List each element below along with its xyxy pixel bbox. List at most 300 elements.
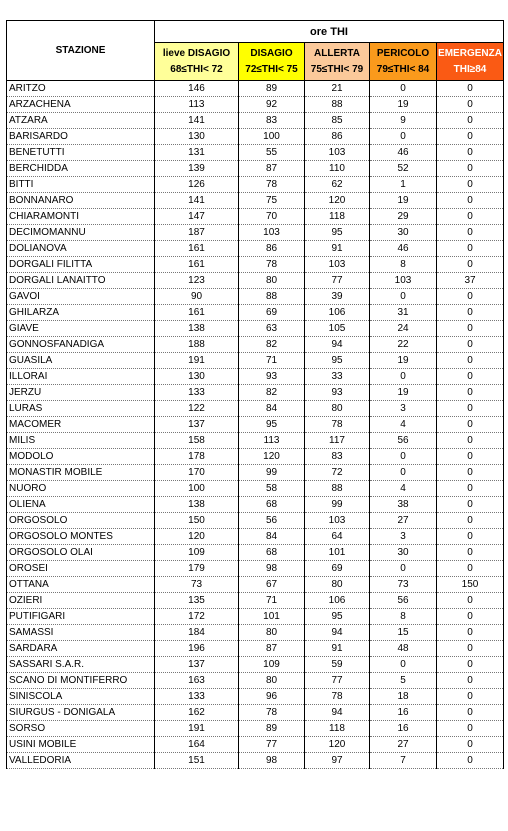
value-cell: 73: [370, 577, 437, 593]
value-cell: 0: [437, 753, 504, 769]
col-header-emergenza: EMERGENZA THI≥84: [437, 43, 504, 81]
value-cell: 103: [370, 273, 437, 289]
value-cell: 0: [437, 209, 504, 225]
value-cell: 187: [155, 225, 239, 241]
value-cell: 56: [239, 513, 305, 529]
value-cell: 0: [437, 97, 504, 113]
value-cell: 163: [155, 673, 239, 689]
station-name-cell: DORGALI FILITTA: [7, 257, 155, 273]
station-name-cell: SORSO: [7, 721, 155, 737]
value-cell: 24: [370, 321, 437, 337]
value-cell: 64: [305, 529, 370, 545]
value-cell: 110: [305, 161, 370, 177]
value-cell: 83: [239, 113, 305, 129]
value-cell: 87: [239, 161, 305, 177]
table-row: [7, 305, 504, 321]
value-cell: 3: [370, 401, 437, 417]
value-cell: 147: [155, 209, 239, 225]
value-cell: 0: [437, 417, 504, 433]
table-row: [7, 545, 504, 561]
value-cell: 109: [239, 657, 305, 673]
value-cell: 29: [370, 209, 437, 225]
value-cell: 95: [305, 225, 370, 241]
value-cell: 69: [305, 561, 370, 577]
station-name-cell: VALLEDORIA: [7, 753, 155, 769]
station-name-cell: BITTI: [7, 177, 155, 193]
value-cell: 84: [239, 401, 305, 417]
value-cell: 0: [437, 513, 504, 529]
value-cell: 63: [239, 321, 305, 337]
table-row: [7, 193, 504, 209]
value-cell: 88: [305, 481, 370, 497]
value-cell: 113: [239, 433, 305, 449]
value-cell: 120: [305, 193, 370, 209]
value-cell: 100: [155, 481, 239, 497]
station-name-cell: BENETUTTI: [7, 145, 155, 161]
value-cell: 88: [239, 289, 305, 305]
value-cell: 31: [370, 305, 437, 321]
value-cell: 71: [239, 353, 305, 369]
value-cell: 0: [437, 561, 504, 577]
table-row: [7, 273, 504, 289]
value-cell: 0: [437, 529, 504, 545]
value-cell: 0: [437, 545, 504, 561]
value-cell: 0: [437, 497, 504, 513]
value-cell: 0: [437, 353, 504, 369]
value-cell: 90: [155, 289, 239, 305]
value-cell: 126: [155, 177, 239, 193]
table-row: [7, 145, 504, 161]
value-cell: 1: [370, 177, 437, 193]
value-cell: 123: [155, 273, 239, 289]
value-cell: 94: [305, 337, 370, 353]
station-name-cell: BONNANARO: [7, 193, 155, 209]
value-cell: 130: [155, 129, 239, 145]
value-cell: 99: [239, 465, 305, 481]
table-row: [7, 577, 504, 593]
value-cell: 4: [370, 481, 437, 497]
station-name-cell: ARITZO: [7, 81, 155, 97]
table-row: [7, 353, 504, 369]
station-name-cell: MILIS: [7, 433, 155, 449]
table-row: [7, 417, 504, 433]
station-name-cell: ORGOSOLO MONTES: [7, 529, 155, 545]
value-cell: 0: [370, 465, 437, 481]
value-cell: 99: [305, 497, 370, 513]
value-cell: 93: [239, 369, 305, 385]
value-cell: 70: [239, 209, 305, 225]
value-cell: 86: [305, 129, 370, 145]
col-header-allerta: ALLERTA 75≤THI< 79: [305, 43, 370, 81]
table-row: [7, 465, 504, 481]
table-row: [7, 161, 504, 177]
value-cell: 78: [305, 689, 370, 705]
table-row: [7, 481, 504, 497]
value-cell: 7: [370, 753, 437, 769]
value-cell: 5: [370, 673, 437, 689]
value-cell: 0: [437, 481, 504, 497]
value-cell: 101: [239, 609, 305, 625]
value-cell: 19: [370, 353, 437, 369]
station-name-cell: DORGALI LANAITTO: [7, 273, 155, 289]
value-cell: 0: [437, 321, 504, 337]
value-cell: 0: [437, 225, 504, 241]
table-row: [7, 385, 504, 401]
value-cell: 85: [305, 113, 370, 129]
value-cell: 46: [370, 145, 437, 161]
value-cell: 120: [305, 737, 370, 753]
value-cell: 162: [155, 705, 239, 721]
station-name-cell: DOLIANOVA: [7, 241, 155, 257]
station-name-cell: NUORO: [7, 481, 155, 497]
value-cell: 89: [239, 81, 305, 97]
value-cell: 117: [305, 433, 370, 449]
value-cell: 150: [437, 577, 504, 593]
table-row: [7, 641, 504, 657]
table-row: [7, 433, 504, 449]
value-cell: 19: [370, 193, 437, 209]
table-row: [7, 225, 504, 241]
value-cell: 89: [239, 721, 305, 737]
value-cell: 92: [239, 97, 305, 113]
value-cell: 106: [305, 305, 370, 321]
value-cell: 0: [437, 161, 504, 177]
col-header-disagio: DISAGIO 72≤THI< 75: [239, 43, 305, 81]
table-row: [7, 257, 504, 273]
value-cell: 67: [239, 577, 305, 593]
value-cell: 138: [155, 497, 239, 513]
value-cell: 55: [239, 145, 305, 161]
value-cell: 118: [305, 209, 370, 225]
value-cell: 0: [370, 129, 437, 145]
table-row: [7, 321, 504, 337]
table-row: [7, 177, 504, 193]
value-cell: 78: [239, 177, 305, 193]
value-cell: 137: [155, 417, 239, 433]
station-name-cell: MACOMER: [7, 417, 155, 433]
value-cell: 133: [155, 385, 239, 401]
value-cell: 0: [370, 289, 437, 305]
value-cell: 130: [155, 369, 239, 385]
table-row: [7, 657, 504, 673]
value-cell: 0: [437, 465, 504, 481]
value-cell: 0: [437, 193, 504, 209]
value-cell: 62: [305, 177, 370, 193]
value-cell: 109: [155, 545, 239, 561]
value-cell: 0: [437, 337, 504, 353]
thi-table: [6, 20, 504, 769]
value-cell: 146: [155, 81, 239, 97]
value-cell: 8: [370, 257, 437, 273]
value-cell: 150: [155, 513, 239, 529]
station-name-cell: DECIMOMANNU: [7, 225, 155, 241]
table-row: [7, 209, 504, 225]
station-name-cell: ATZARA: [7, 113, 155, 129]
col-header-pericolo: PERICOLO 79≤THI< 84: [370, 43, 437, 81]
table-row: [7, 673, 504, 689]
station-name-cell: GIAVE: [7, 321, 155, 337]
value-cell: 0: [437, 721, 504, 737]
value-cell: 33: [305, 369, 370, 385]
station-name-cell: OLIENA: [7, 497, 155, 513]
station-name-cell: LURAS: [7, 401, 155, 417]
value-cell: 68: [239, 497, 305, 513]
value-cell: 141: [155, 113, 239, 129]
value-cell: 0: [437, 385, 504, 401]
station-name-cell: SCANO DI MONTIFERRO: [7, 673, 155, 689]
value-cell: 78: [239, 705, 305, 721]
value-cell: 52: [370, 161, 437, 177]
value-cell: 30: [370, 225, 437, 241]
value-cell: 93: [305, 385, 370, 401]
value-cell: 22: [370, 337, 437, 353]
value-cell: 0: [437, 593, 504, 609]
value-cell: 161: [155, 241, 239, 257]
value-cell: 98: [239, 753, 305, 769]
value-cell: 0: [437, 641, 504, 657]
value-cell: 77: [305, 673, 370, 689]
value-cell: 0: [437, 705, 504, 721]
value-cell: 0: [437, 257, 504, 273]
ore-thi-header: ore THI: [155, 21, 504, 43]
value-cell: 0: [437, 177, 504, 193]
station-name-cell: GONNOSFANADIGA: [7, 337, 155, 353]
table-row: [7, 337, 504, 353]
value-cell: 94: [305, 705, 370, 721]
value-cell: 94: [305, 625, 370, 641]
station-name-cell: BERCHIDDA: [7, 161, 155, 177]
value-cell: 103: [305, 145, 370, 161]
value-cell: 113: [155, 97, 239, 113]
table-row: [7, 513, 504, 529]
value-cell: 170: [155, 465, 239, 481]
value-cell: 80: [239, 625, 305, 641]
table-row: [7, 401, 504, 417]
table-row: [7, 689, 504, 705]
value-cell: 21: [305, 81, 370, 97]
value-cell: 0: [370, 81, 437, 97]
value-cell: 196: [155, 641, 239, 657]
value-cell: 0: [370, 369, 437, 385]
station-name-cell: USINI MOBILE: [7, 737, 155, 753]
value-cell: 77: [305, 273, 370, 289]
value-cell: 191: [155, 353, 239, 369]
value-cell: 78: [305, 417, 370, 433]
station-name-cell: OTTANA: [7, 577, 155, 593]
value-cell: 188: [155, 337, 239, 353]
value-cell: 0: [437, 673, 504, 689]
table-row: [7, 289, 504, 305]
table-row: [7, 369, 504, 385]
station-name-cell: PUTIFIGARI: [7, 609, 155, 625]
value-cell: 164: [155, 737, 239, 753]
value-cell: 137: [155, 657, 239, 673]
value-cell: 82: [239, 337, 305, 353]
value-cell: 3: [370, 529, 437, 545]
station-name-cell: GUASILA: [7, 353, 155, 369]
value-cell: 80: [305, 401, 370, 417]
value-cell: 106: [305, 593, 370, 609]
value-cell: 71: [239, 593, 305, 609]
table-row: [7, 241, 504, 257]
value-cell: 80: [239, 273, 305, 289]
table-row: [7, 81, 504, 97]
table-row: [7, 625, 504, 641]
value-cell: 138: [155, 321, 239, 337]
station-name-cell: SIURGUS - DONIGALA: [7, 705, 155, 721]
value-cell: 101: [305, 545, 370, 561]
value-cell: 0: [437, 113, 504, 129]
table-row: [7, 705, 504, 721]
value-cell: 16: [370, 705, 437, 721]
value-cell: 59: [305, 657, 370, 673]
station-name-cell: ORGOSOLO: [7, 513, 155, 529]
value-cell: 9: [370, 113, 437, 129]
station-name-cell: CHIARAMONTI: [7, 209, 155, 225]
value-cell: 95: [305, 353, 370, 369]
value-cell: 0: [437, 305, 504, 321]
value-cell: 0: [437, 81, 504, 97]
col-header-lieve-disagio: lieve DISAGIO 68≤THI< 72: [155, 43, 239, 81]
value-cell: 131: [155, 145, 239, 161]
value-cell: 78: [239, 257, 305, 273]
value-cell: 120: [239, 449, 305, 465]
value-cell: 97: [305, 753, 370, 769]
value-cell: 16: [370, 721, 437, 737]
value-cell: 68: [239, 545, 305, 561]
value-cell: 98: [239, 561, 305, 577]
table-row: [7, 561, 504, 577]
value-cell: 91: [305, 641, 370, 657]
value-cell: 103: [305, 257, 370, 273]
value-cell: 0: [437, 609, 504, 625]
value-cell: 69: [239, 305, 305, 321]
station-name-cell: SAMASSI: [7, 625, 155, 641]
value-cell: 151: [155, 753, 239, 769]
value-cell: 103: [305, 513, 370, 529]
value-cell: 0: [437, 241, 504, 257]
table-row: [7, 737, 504, 753]
value-cell: 135: [155, 593, 239, 609]
value-cell: 0: [437, 657, 504, 673]
value-cell: 161: [155, 305, 239, 321]
value-cell: 184: [155, 625, 239, 641]
stazione-header: STAZIONE: [7, 21, 155, 81]
value-cell: 0: [437, 369, 504, 385]
value-cell: 82: [239, 385, 305, 401]
value-cell: 77: [239, 737, 305, 753]
value-cell: 83: [305, 449, 370, 465]
station-name-cell: SASSARI S.A.R.: [7, 657, 155, 673]
station-name-cell: BARISARDO: [7, 129, 155, 145]
value-cell: 95: [239, 417, 305, 433]
value-cell: 0: [437, 737, 504, 753]
value-cell: 8: [370, 609, 437, 625]
value-cell: 118: [305, 721, 370, 737]
station-name-cell: OZIERI: [7, 593, 155, 609]
value-cell: 96: [239, 689, 305, 705]
value-cell: 48: [370, 641, 437, 657]
value-cell: 0: [437, 401, 504, 417]
value-cell: 0: [370, 561, 437, 577]
table-body: [7, 81, 504, 769]
value-cell: 161: [155, 257, 239, 273]
table-row: [7, 529, 504, 545]
value-cell: 75: [239, 193, 305, 209]
value-cell: 88: [305, 97, 370, 113]
value-cell: 105: [305, 321, 370, 337]
value-cell: 80: [239, 673, 305, 689]
station-name-cell: SARDARA: [7, 641, 155, 657]
value-cell: 172: [155, 609, 239, 625]
value-cell: 100: [239, 129, 305, 145]
value-cell: 58: [239, 481, 305, 497]
value-cell: 27: [370, 737, 437, 753]
value-cell: 0: [437, 625, 504, 641]
value-cell: 141: [155, 193, 239, 209]
value-cell: 86: [239, 241, 305, 257]
table-row: [7, 721, 504, 737]
value-cell: 0: [370, 449, 437, 465]
table-row: [7, 97, 504, 113]
value-cell: 191: [155, 721, 239, 737]
station-name-cell: MONASTIR MOBILE: [7, 465, 155, 481]
value-cell: 158: [155, 433, 239, 449]
value-cell: 0: [437, 449, 504, 465]
station-name-cell: ARZACHENA: [7, 97, 155, 113]
value-cell: 0: [370, 657, 437, 673]
value-cell: 103: [239, 225, 305, 241]
value-cell: 27: [370, 513, 437, 529]
value-cell: 15: [370, 625, 437, 641]
value-cell: 179: [155, 561, 239, 577]
value-cell: 87: [239, 641, 305, 657]
station-name-cell: ILLORAI: [7, 369, 155, 385]
value-cell: 0: [437, 289, 504, 305]
station-name-cell: GAVOI: [7, 289, 155, 305]
value-cell: 46: [370, 241, 437, 257]
value-cell: 0: [437, 129, 504, 145]
value-cell: 0: [437, 433, 504, 449]
table-row: [7, 113, 504, 129]
value-cell: 73: [155, 577, 239, 593]
table-row: [7, 497, 504, 513]
station-name-cell: SINISCOLA: [7, 689, 155, 705]
station-name-cell: ORGOSOLO OLAI: [7, 545, 155, 561]
value-cell: 30: [370, 545, 437, 561]
station-name-cell: JERZU: [7, 385, 155, 401]
value-cell: 19: [370, 385, 437, 401]
value-cell: 38: [370, 497, 437, 513]
value-cell: 39: [305, 289, 370, 305]
value-cell: 178: [155, 449, 239, 465]
table-row: [7, 753, 504, 769]
value-cell: 0: [437, 689, 504, 705]
table-row: [7, 129, 504, 145]
value-cell: 133: [155, 689, 239, 705]
value-cell: 120: [155, 529, 239, 545]
value-cell: 95: [305, 609, 370, 625]
value-cell: 0: [437, 145, 504, 161]
value-cell: 139: [155, 161, 239, 177]
table-row: [7, 449, 504, 465]
station-name-cell: MODOLO: [7, 449, 155, 465]
station-name-cell: GHILARZA: [7, 305, 155, 321]
value-cell: 122: [155, 401, 239, 417]
value-cell: 18: [370, 689, 437, 705]
value-cell: 56: [370, 433, 437, 449]
value-cell: 91: [305, 241, 370, 257]
